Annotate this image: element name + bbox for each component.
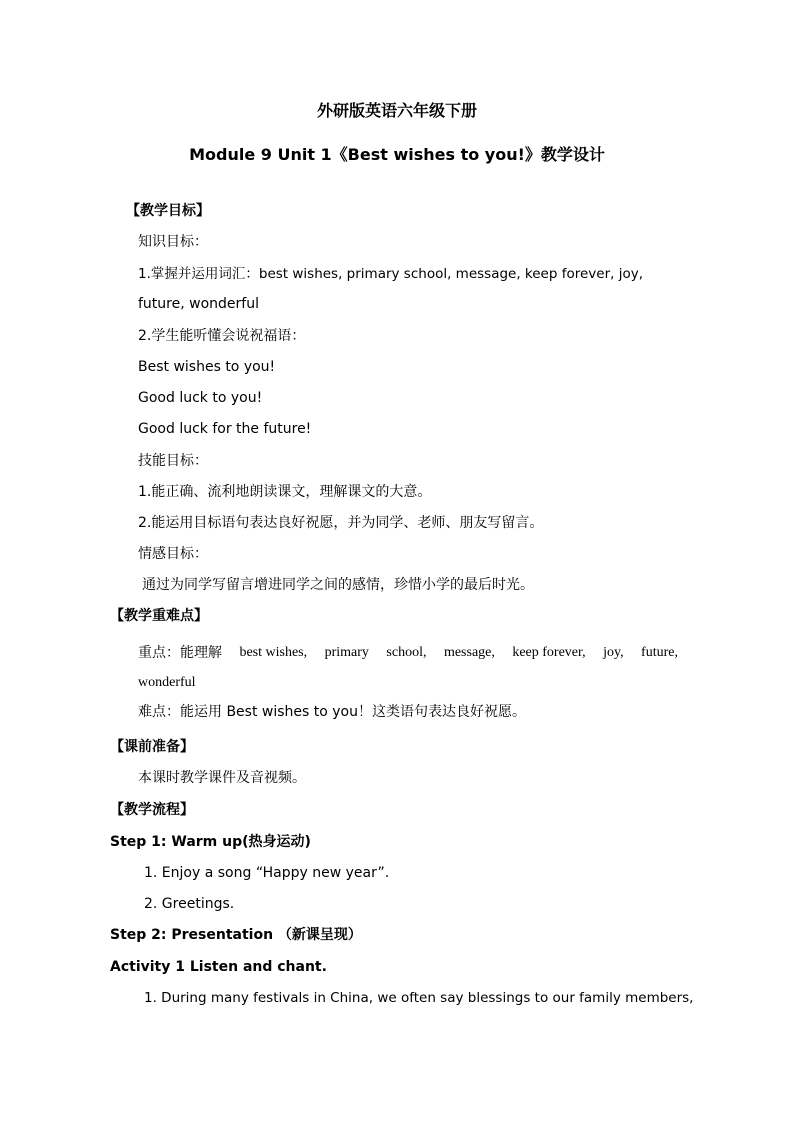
activity-1-heading: Activity 1 Listen and chant. — [110, 959, 327, 975]
document-title: 外研版英语六年级下册 — [316, 101, 477, 120]
knowledge-item-1-line-2: future, wonderful — [138, 296, 259, 312]
focus-word: school, — [386, 645, 427, 660]
step-2-heading: Step 2: Presentation （新课呈现） — [110, 927, 362, 943]
blessing-phrase: Best wishes to you! — [138, 359, 276, 375]
document-subtitle: Module 9 Unit 1《Best wishes to you!》教学设计 — [189, 145, 605, 164]
skill-item-2: 2.能运用目标语句表达良好祝愿，并为同学、老师、朋友写留言。 — [138, 515, 544, 531]
section-heading-preparation: 【课前准备】 — [110, 739, 194, 755]
focus-line-1 — [138, 643, 678, 663]
focus-word: joy, — [603, 645, 624, 660]
skill-item-1: 1.能正确、流利地朗读课文，理解课文的大意。 — [138, 484, 432, 500]
blessing-phrase: Good luck for the future! — [138, 421, 312, 437]
focus-word: message, — [443, 645, 495, 660]
knowledge-label: 知识目标： — [138, 234, 208, 250]
focus-line-2: wonderful — [138, 675, 196, 690]
emotion-label: 情感目标： — [138, 546, 208, 562]
focus-word: 重点：能理解 — [138, 645, 222, 661]
section-heading-objectives: 【教学目标】 — [126, 203, 210, 219]
focus-word: keep forever, — [512, 645, 586, 660]
preparation-text: 本课时教学课件及音视频。 — [138, 770, 306, 786]
focus-word: future, — [641, 645, 678, 660]
step-1-item: 2. Greetings. — [144, 896, 235, 912]
step-1-heading: Step 1: Warm up(热身运动) — [110, 834, 311, 850]
activity-1-item-1: 1. During many festivals in China, we often say blessings to our family members, — [144, 990, 694, 1006]
knowledge-item-1-line-1: 1.掌握并运用词汇：best wishes, primary school, message, keep forever, joy, — [138, 266, 644, 282]
skill-label: 技能目标： — [138, 453, 208, 469]
blessing-phrase: Good luck to you! — [138, 390, 263, 406]
section-heading-process: 【教学流程】 — [110, 802, 194, 818]
emotion-item-1: 通过为同学写留言增进同学之间的感情，珍惜小学的最后时光。 — [142, 577, 534, 593]
focus-word: primary — [324, 645, 369, 660]
difficulty-line: 难点：能运用 Best wishes to you！这类语句表达良好祝愿。 — [138, 704, 526, 720]
focus-word: best wishes, — [239, 645, 308, 660]
section-heading-keypoints: 【教学重难点】 — [110, 608, 208, 624]
step-1-item: 1. Enjoy a song “Happy new year”. — [144, 865, 390, 881]
knowledge-item-2: 2.学生能听懂会说祝福语： — [138, 328, 306, 344]
